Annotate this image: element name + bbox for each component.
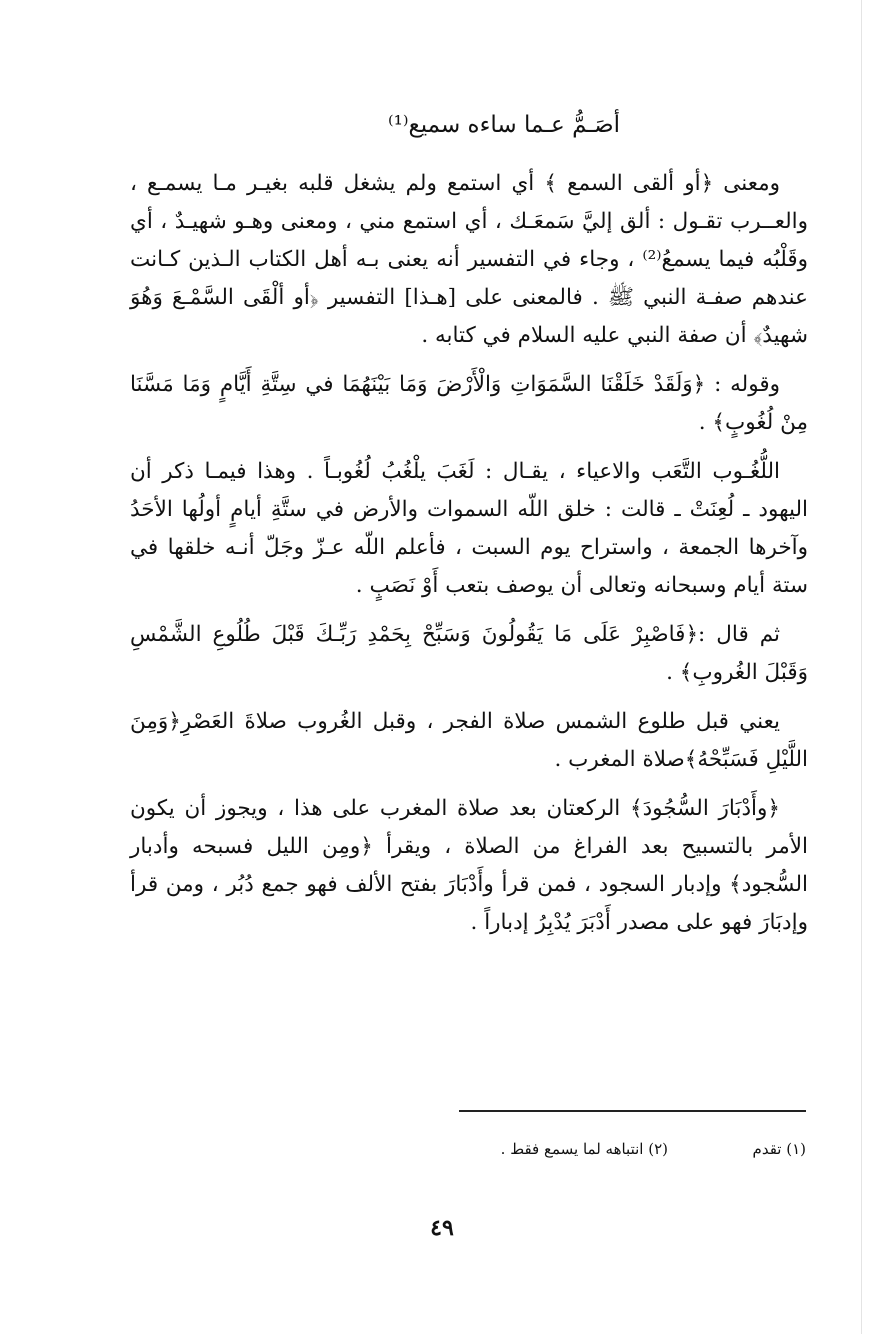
header-verse: أصَـمُّ عـما ساءه سميع⁽¹⁾ [387, 112, 621, 138]
paragraph-6: ﴿وأَدْبَارَ السُّجُودَ﴾ الركعتان بعد صلاة المغرب على هذا ، ويجوز أن يكون الأمر بالتسبيح بعد الفراغ من الصلاة ، ويقرأ ﴿ومِن الليل فسبحه وأدبار السُّجود﴾ وإدبار السجود ، فمن قرأ وأَدْبَارَ بفتح الألف فهو جمع دُبُر ، ومن قرأ وإدبَارَ فهو على مصدر أَدْبَرَ يُدْبِرُ إدباراً . [130, 796, 808, 935]
paragraph-3: اللُّغُـوب التَّعَب والاعياء ، يقـال : لَغَبَ يلْغُبُ لُغُوبـاً . وهذا فيمـا ذكر أن اليهود ـ لُعِنَتْ ـ قالت : خلق اللّه السموات والأرض في ستَّةِ أيامٍ أولُها الأحَدُ وآخرها الجمعة ، واستراح يوم السبت ، فأعلم اللّه عـزّ وجَلّ أنـه خلقها في ستة أيام وسبحانه وتعالى أن يوصف بتعب أَوْ نَصَبٍ . [130, 459, 808, 598]
paragraph-1: ومعنى ﴿أو ألقى السمع ﴾ أي استمع ولم يشغل قلبه بغيـر مـا يسمـع ، والعــرب تقـول : ألق إليَّ سَمعَـك ، أي استمع مني ، ومعنى وهـو شهيـدٌ ، أي وقَلْبُه فيما يسمعُ⁽²⁾ ، وجاء في التفسير أنه يعنى بـه أهل الكتاب الـذين كـانت عندهم صفـة النبي ﷺ . فالمعنى على [هـذا] التفسير ﴿أو ألْقَى السَّمْـعَ وَهُوَ شهيدٌ﴾ أن صفة النبي عليه السلام في كتابه . [130, 171, 808, 348]
page-edge-line [861, 0, 862, 1334]
paragraph-5: يعني قبل طلوع الشمس صلاة الفجر ، وقبل الغُروب صلاةَ العَصْرِ﴿وَمِنَ اللَّيْلِ فَسَبِّحْهُ﴾صلاة المغرب . [130, 709, 808, 772]
main-text [130, 165, 808, 953]
footnote-1: (١) تقدم [752, 1140, 806, 1158]
paragraph-4: ثم قال :﴿فَاصْبِرْ عَلَى مَا يَقُولُونَ وَسَبِّحْ بِحَمْدِ رَبِّـكَ قَبْلَ طُلُوعِ الشَّمْسِ وَقَبْلَ الغُروبِ﴾ . [130, 622, 808, 685]
footnote-divider [459, 1110, 806, 1112]
page-number: ٤٩ [430, 1215, 454, 1241]
paragraph-2: وقوله : ﴿وَلَقَدْ خَلَقْنَا السَّمَوَاتِ وَالْأَرْضَ وَمَا بَيْنَهُمَا في سِتَّةِ أَيَّامٍ وَمَا مَسَّنَا مِنْ لُغُوبٍ﴾ . [130, 372, 808, 435]
footnote-2: (٢) انتباهه لما يسمع فقط . [500, 1140, 668, 1158]
